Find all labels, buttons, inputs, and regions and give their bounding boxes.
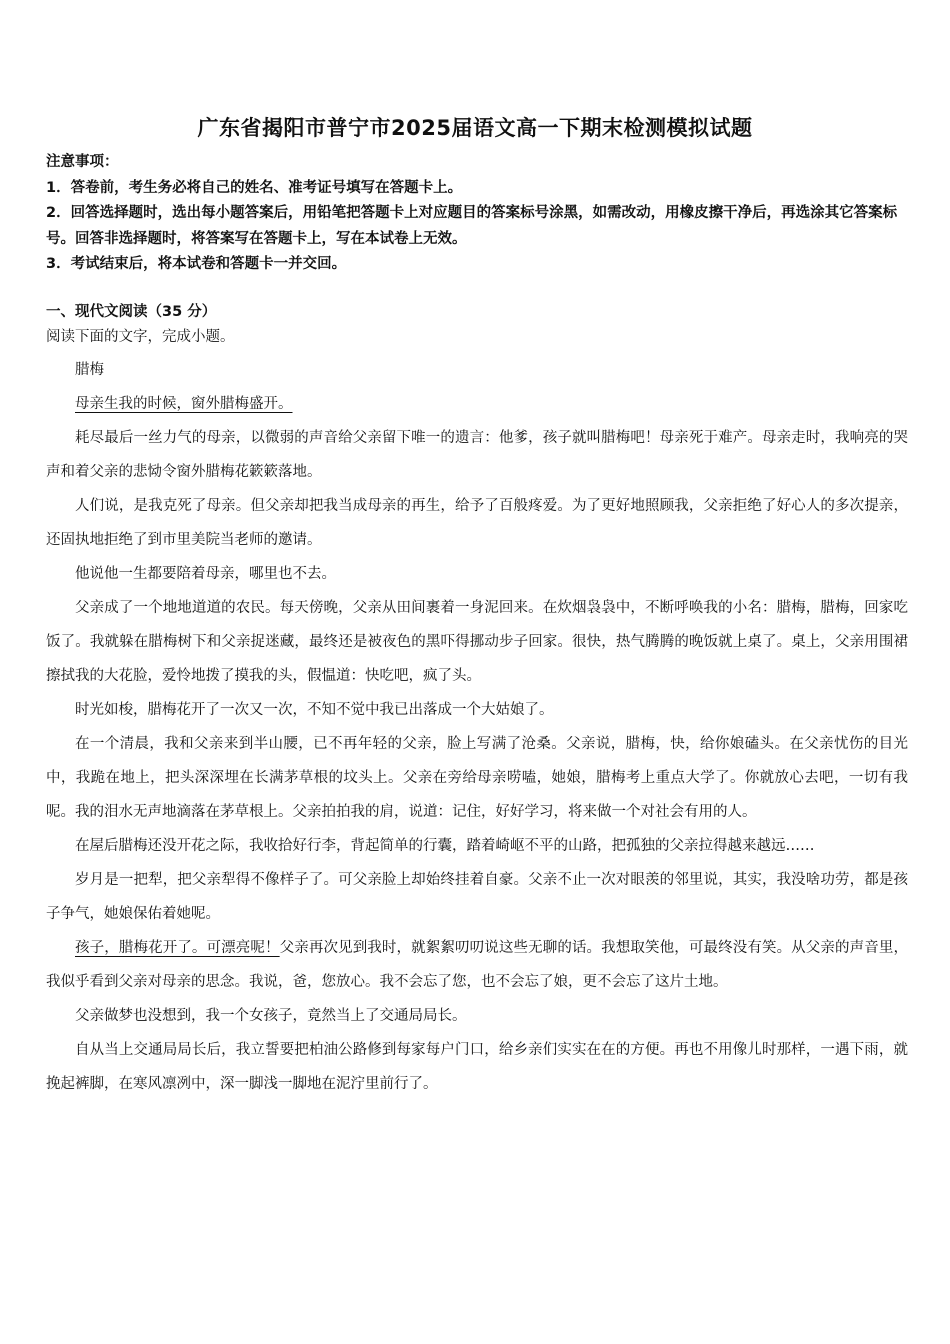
passage-paragraph: 自从当上交通局局长后，我立誓要把柏油公路修到每家每户门口，给乡亲们实实在在的方便。再也不用像儿时那样，一遇下雨，就挽起裤脚，在寒风凛冽中，深一脚浅一脚地在泥泞里前行了。 [46, 1042, 908, 1092]
reading-passage [46, 353, 908, 1101]
notice-block [46, 150, 906, 278]
passage-paragraph: 在屋后腊梅还没开花之际，我收拾好行李，背起简单的行囊，踏着崎岖不平的山路，把孤独的父亲拉得越来越远…… [75, 838, 815, 854]
page-title: 广东省揭阳市普宁市2025届语文高一下期末检测模拟试题 [197, 116, 753, 140]
notice-item-3: 3．考试结束后，将本试卷和答题卡一并交回。 [46, 256, 347, 272]
passage-paragraph: 岁月是一把犁，把父亲犁得不像样子了。可父亲脸上却始终挂着自豪。父亲不止一次对眼羡的邻里说，其实，我没啥功劳，都是孩子争气，她娘保佑着她呢。 [46, 872, 908, 922]
section-heading: 一、现代文阅读（35 分） [46, 304, 217, 320]
notice-item-1: 1．答卷前，考生务必将自己的姓名、准考证号填写在答题卡上。 [46, 179, 463, 196]
notice-item-2: 2．回答选择题时，选出每小题答案后，用铅笔把答题卡上对应题目的答案标号涂黑，如需改动，用橡皮擦干净后，再选涂其它答案标号。回答非选择题时，将答案写在答题卡上，写在本试卷上无效。 [46, 205, 898, 247]
passage-paragraph [46, 931, 908, 999]
passage-title: 腊梅 [75, 362, 104, 378]
passage-paragraph: 父亲成了一个地地道道的农民。每天傍晚，父亲从田间裹着一身泥回来。在炊烟袅袅中，不断呼唤我的小名：腊梅，腊梅，回家吃饭了。我就躲在腊梅树下和父亲捉迷藏，最终还是被夜色的黑吓得挪动步子回家。很快，热气腾腾的晚饭就上桌了。桌上，父亲用围裙擦拭我的大花脸，爱怜地拨了摸我的头，假愠道：快吃吧，疯了头。 [46, 600, 908, 684]
section-instruction: 阅读下面的文字，完成小题。 [46, 329, 235, 345]
notice-heading: 注意事项： [46, 154, 119, 170]
passage-paragraph: 他说他一生都要陪着母亲，哪里也不去。 [75, 566, 336, 582]
passage-paragraph: 父亲做梦也没想到，我一个女孩子，竟然当上了交通局局长。 [75, 1008, 467, 1024]
passage-paragraph [46, 387, 908, 421]
underlined-sentence: 母亲生我的时候，窗外腊梅盛开。 [75, 396, 293, 412]
passage-paragraph: 时光如梭，腊梅花开了一次又一次，不知不觉中我已出落成一个大姑娘了。 [75, 702, 554, 718]
passage-paragraph: 耗尽最后一丝力气的母亲，以微弱的声音给父亲留下唯一的遗言：他爹，孩子就叫腊梅吧！母亲死于难产。母亲走时，我响亮的哭声和着父亲的悲恸令窗外腊梅花簌簌落地。 [46, 430, 908, 480]
passage-paragraph: 人们说，是我克死了母亲。但父亲却把我当成母亲的再生，给予了百般疼爱。为了更好地照顾我，父亲拒绝了好心人的多次提亲，还固执地拒绝了到市里美院当老师的邀请。 [46, 498, 908, 548]
paragraph-text: 父亲再次见到我时，就絮絮叨叨说这些无聊的话。我想取笑他，可最终没有笑。从父亲的声音里，我似乎看到父亲对母亲的思念。我说，爸，您放心。我不会忘了您，也不会忘了娘，更不会忘了这片土地。 [46, 940, 908, 990]
underlined-sentence: 孩子，腊梅花开了。可漂亮呢！ [75, 940, 280, 956]
passage-paragraph: 在一个清晨，我和父亲来到半山腰，已不再年轻的父亲，脸上写满了沧桑。父亲说，腊梅，快，给你娘磕头。在父亲忧伤的目光中，我跪在地上，把头深深埋在长满茅草根的坟头上。父亲在旁给母亲唠嗑，她娘，腊梅考上重点大学了。你就放心去吧，一切有我呢。我的泪水无声地滴落在茅草根上。父亲拍拍我的肩，说道：记住，好好学习，将来做一个对社会有用的人。 [46, 736, 908, 820]
